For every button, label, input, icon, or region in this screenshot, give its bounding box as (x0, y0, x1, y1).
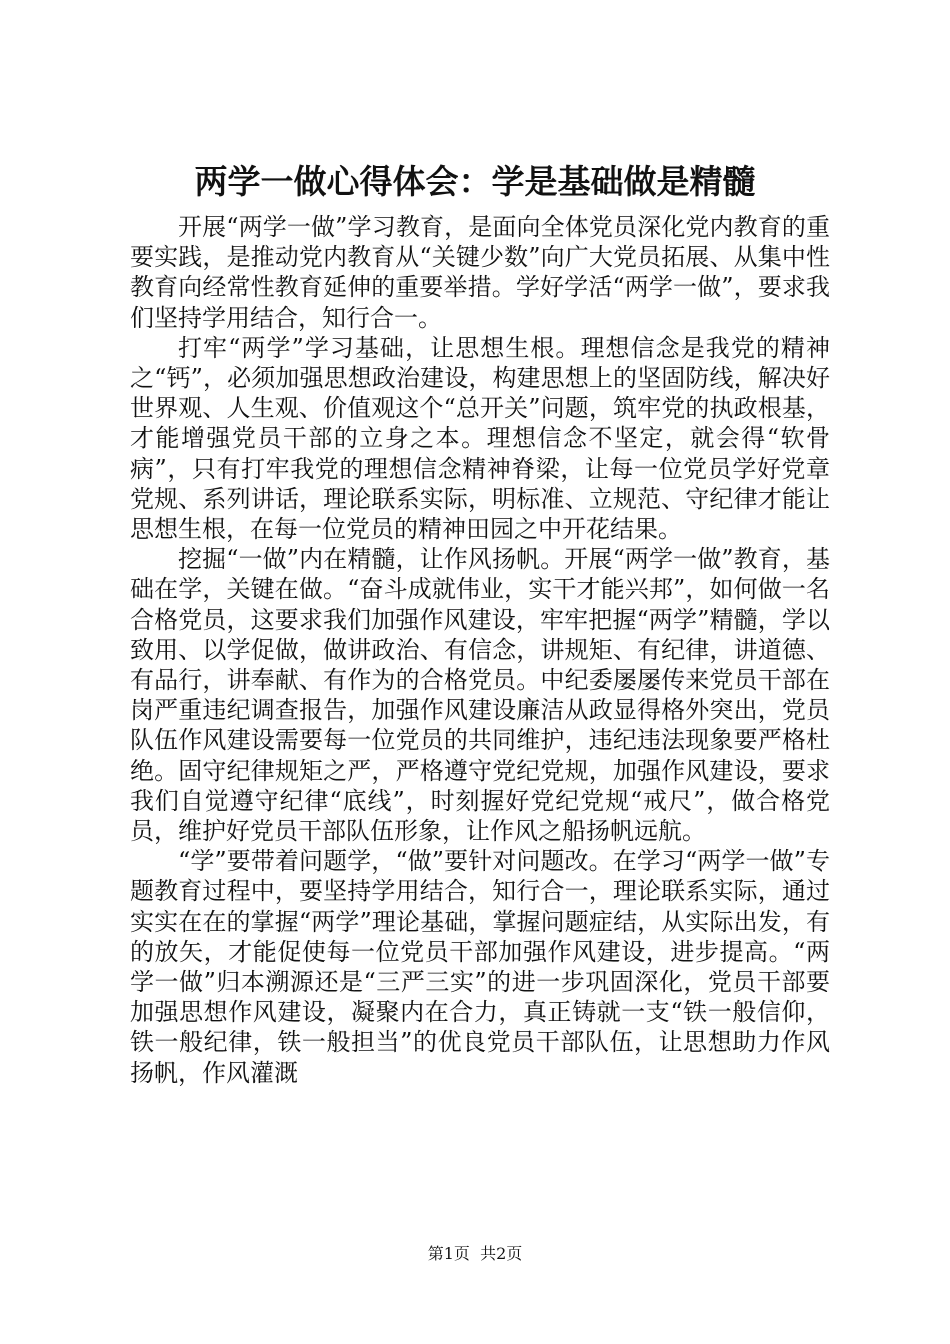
page-number: 第1页 共2页 (427, 1244, 523, 1263)
document-body (130, 212, 830, 1088)
paragraph-one-action: 挖掘“一做”内在精髓，让作风扬帆。开展“两学一做”教育，基础在学，关键在做。“奋斗成就伟业，实干才能兴邦”，如何做一名合格党员，这要求我们加强作风建设，牢牢把握“两学”精髓，学以致用、以学促做，做讲政治、有信念，讲规矩、有纪律，讲道德、有品行，讲奉献、有作为的合格党员。中纪委屡屡传来党员干部在岗严重违纪调查报告，加强作风建设廉洁从政显得格外突出，党员队伍作风建设需要每一位党员的共同维护，违纪违法现象要严格杜绝。固守纪律规矩之严，严格遵守党纪党规，加强作风建设，要求我们自觉遵守纪律“底线”，时刻握好党纪党规“戒尺”，做合格党员，维护好党员干部队伍形象，让作风之船扬帆远航。 (130, 545, 830, 846)
document-title: 两学一做心得体会：学是基础做是精髓 (194, 162, 756, 201)
page-footer (0, 1244, 950, 1264)
paragraph-intro: 开展“两学一做”学习教育，是面向全体党员深化党内教育的重要实践，是推动党内教育从“关键少数”向广大党员拓展、从集中性教育向经常性教育延伸的重要举措。学好学活“两学一做”，要求我们坚持学用结合，知行合一。 (130, 213, 830, 332)
paragraph-study-and-act: “学”要带着问题学，“做”要针对问题改。在学习“两学一做”专题教育过程中，要坚持学用结合，知行合一，理论联系实际，通过实实在在的掌握“两学”理论基础，掌握问题症结，从实际出发，有的放矢，才能促使每一位党员干部加强作风建设，进步提高。“两学一做”归本溯源还是“三严三实”的进一步巩固深化，党员干部要加强思想作风建设，凝聚内在合力，真正铸就一支“铁一般信仰，铁一般纪律，铁一般担当”的优良党员干部队伍，让思想助力作风扬帆，作风灌溉 (130, 847, 830, 1087)
paragraph-two-studies: 打牢“两学”学习基础，让思想生根。理想信念是我党的精神之“钙”，必须加强思想政治建设，构建思想上的坚固防线，解决好世界观、人生观、价值观这个“总开关”问题，筑牢党的执政根基，才能增强党员干部的立身之本。理想信念不坚定，就会得“软骨病”，只有打牢我党的理想信念精神脊梁，让每一位党员学好党章党规、系列讲话，理论联系实际，明标准、立规范、守纪律才能让思想生根，在每一位党员的精神田园之中开花结果。 (130, 333, 830, 544)
